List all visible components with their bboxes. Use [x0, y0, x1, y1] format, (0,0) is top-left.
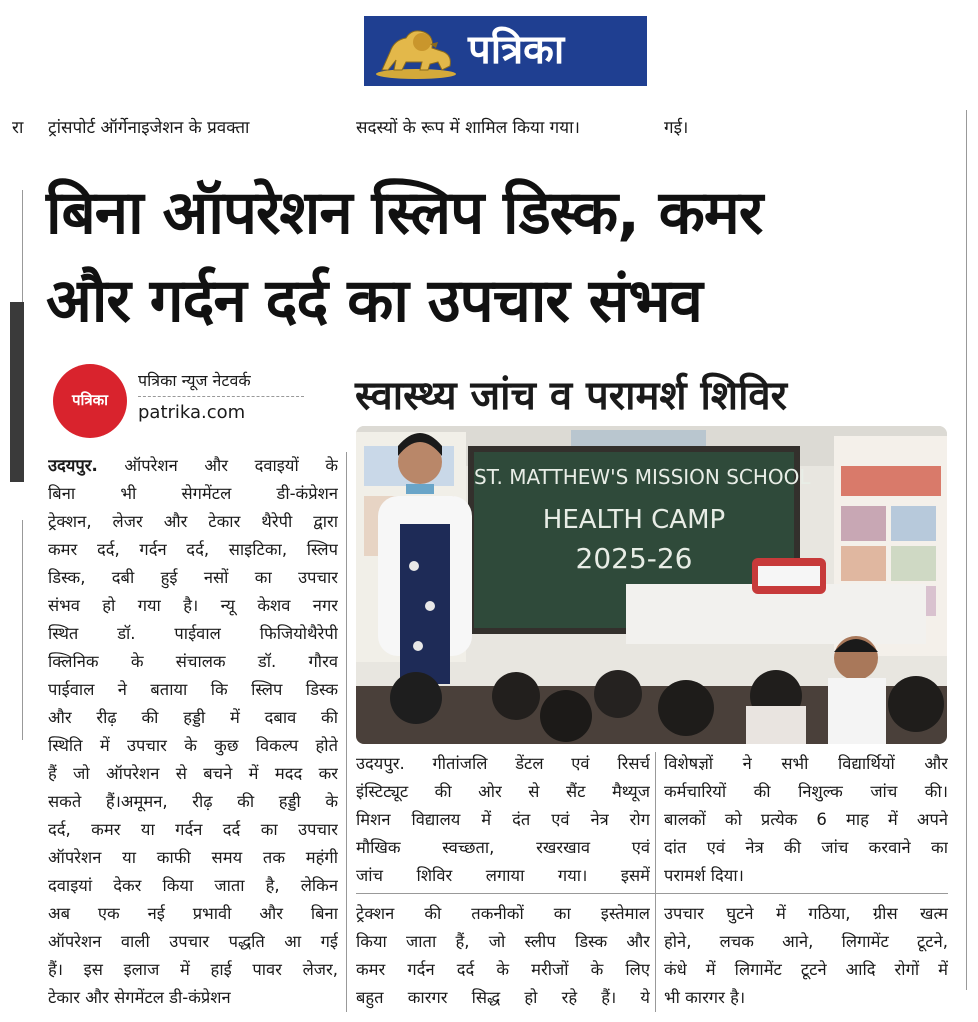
byline-agency: पत्रिका न्यूज नेटवर्क [138, 371, 251, 390]
article-line: कमर दर्द, गर्दन दर्द, साइटिका, स्लिप [48, 540, 338, 559]
article-line: दवाइयां देकर किया जाता है, लेकिन [48, 876, 338, 895]
article-line: स्थित डॉ. पाईवाल फिजियोथैरेपी [48, 624, 338, 643]
caption-line: जांच शिविर लगाया गया। इसमें [356, 866, 650, 885]
article-line: स्थिति में उपचार के कुछ विकल्प होते [48, 736, 338, 755]
article-line: पाईवाल ने बताया कि स्लिप डिस्क [48, 680, 338, 699]
article-right-column [664, 900, 948, 1012]
column-rule-right [966, 110, 967, 990]
article-line: बिना भी सेगमेंटल डी-कंप्रेशन [48, 484, 338, 503]
caption-line: दांत एवं नेत्र की जांच करवाने का [664, 838, 948, 857]
column-divider-2 [655, 752, 656, 1012]
caption-right [664, 750, 948, 890]
article-line: सकते हैं।अमूमन, रीढ़ की हड्डी के [48, 792, 338, 811]
article-line: टेकार और सेगमेंटल डी-कंप्रेशन [48, 988, 231, 1007]
article-line: भी कारगर है। [664, 988, 746, 1007]
article-line: और रीढ़ की हड्डी में दबाव की [48, 708, 338, 727]
caption-left [356, 750, 650, 890]
caption-line: कर्मचारियों की निशुल्क जांच की। [664, 782, 948, 801]
chalkboard [474, 452, 811, 628]
column-divider-1 [346, 452, 347, 1012]
article-line: कमर गर्दन दर्द के मरीजों के लिए [356, 960, 650, 979]
column-rule-left-lower [22, 520, 23, 740]
health-camp-subhead: स्वास्थ्य जांच व परामर्श शिविर [355, 373, 788, 419]
article-mid-column [356, 900, 650, 1012]
article-line: ट्रेक्शन, लेजर और टेकार थैरेपी द्वारा [48, 512, 338, 531]
caption-line: परामर्श दिया। [664, 866, 744, 885]
article-line: हैं। इस इलाज में हाई पावर लेजर, [48, 960, 338, 979]
article-line: बहुत कारगर सिद्ध हो रहे हैं। ये [356, 988, 650, 1007]
article-left-column [48, 452, 338, 1012]
health-camp-photo [356, 426, 947, 744]
headline-line-2: और गर्दन दर्द का उपचार संभव [46, 266, 702, 336]
strip-col-1: रा [12, 118, 24, 138]
caption-line: उदयपुर. गीतांजलि डेंटल एवं रिसर्च [356, 754, 650, 773]
chalkboard-line-1: ST. MATTHEW'S MISSION SCHOOL [474, 465, 811, 489]
article-line: ट्रेक्शन की तकनीकों का इस्तेमाल [356, 904, 650, 923]
caption-line: मौखिक स्वच्छता, रखरखाव एवं [356, 838, 650, 857]
byline-website: patrika.com [138, 402, 246, 423]
caption-line: विशेषज्ञों ने सभी विद्यार्थियों और [664, 754, 948, 773]
byline-divider [138, 396, 304, 397]
lion-logo-icon [372, 22, 460, 80]
article-line: हैं जो ऑपरेशन से बचने में मदद कर [48, 764, 338, 783]
strip-col-3: सदस्यों के रूप में शामिल किया गया। [356, 118, 580, 138]
article-line: होने, लचक आने, लिगामेंट टूटने, [664, 932, 948, 951]
caption-line: बालकों को प्रत्येक 6 माह में अपने [664, 810, 948, 829]
patrika-badge-logo [53, 364, 127, 438]
adjacent-photo-fragment [10, 302, 24, 482]
article-line: कंधे में लिगामेंट टूटने आदि रोगों में [664, 960, 948, 979]
article-line: उदयपुर. ऑपरेशन और दवाइयों के [48, 456, 338, 475]
article-line: ऑपरेशन वाली उपचार पद्धति आ गई [48, 932, 338, 951]
caption-line: मिशन विद्यालय में दंत एवं नेत्र रोग [356, 810, 650, 829]
headline-line-1: बिना ऑपरेशन स्लिप डिस्क, कमर [46, 178, 763, 248]
article-line: ऑपरेशन या काफी समय तक महंगी [48, 848, 338, 867]
masthead-title: पत्रिका [468, 27, 565, 73]
article-line: क्लिनिक के संचालक डॉ. गौरव [48, 652, 338, 671]
article-line: संभव हो गया है। न्यू केशव नगर [48, 596, 338, 615]
masthead [364, 16, 647, 86]
article-line: उपचार घुटने में गठिया, ग्रीस खत्म [664, 904, 948, 923]
badge-text: पत्रिका [71, 391, 109, 409]
caption-line: इंस्टिट्यूट की ओर से सैंट मैथ्यूज [356, 782, 650, 801]
strip-col-2: ट्रांसपोर्ट ऑर्गेनाइजेशन के प्रवक्ता [48, 118, 250, 138]
article-line: दर्द, कमर या गर्दन दर्द का उपचार [48, 820, 338, 839]
article-line: डिस्क, दबी हुई नसों का उपचार [48, 568, 338, 587]
dateline: उदयपुर. [48, 456, 98, 475]
strip-col-4: गई। [664, 118, 689, 138]
chalkboard-line-3: 2025-26 [575, 542, 693, 575]
caption-bottom-rule [356, 893, 948, 894]
article-line: किया जाता हैं, जो स्लीप डिस्क और [356, 932, 650, 951]
chalkboard-line-2: HEALTH CAMP [542, 505, 726, 535]
article-line: अब एक नई प्रभावी और बिना [48, 904, 338, 923]
